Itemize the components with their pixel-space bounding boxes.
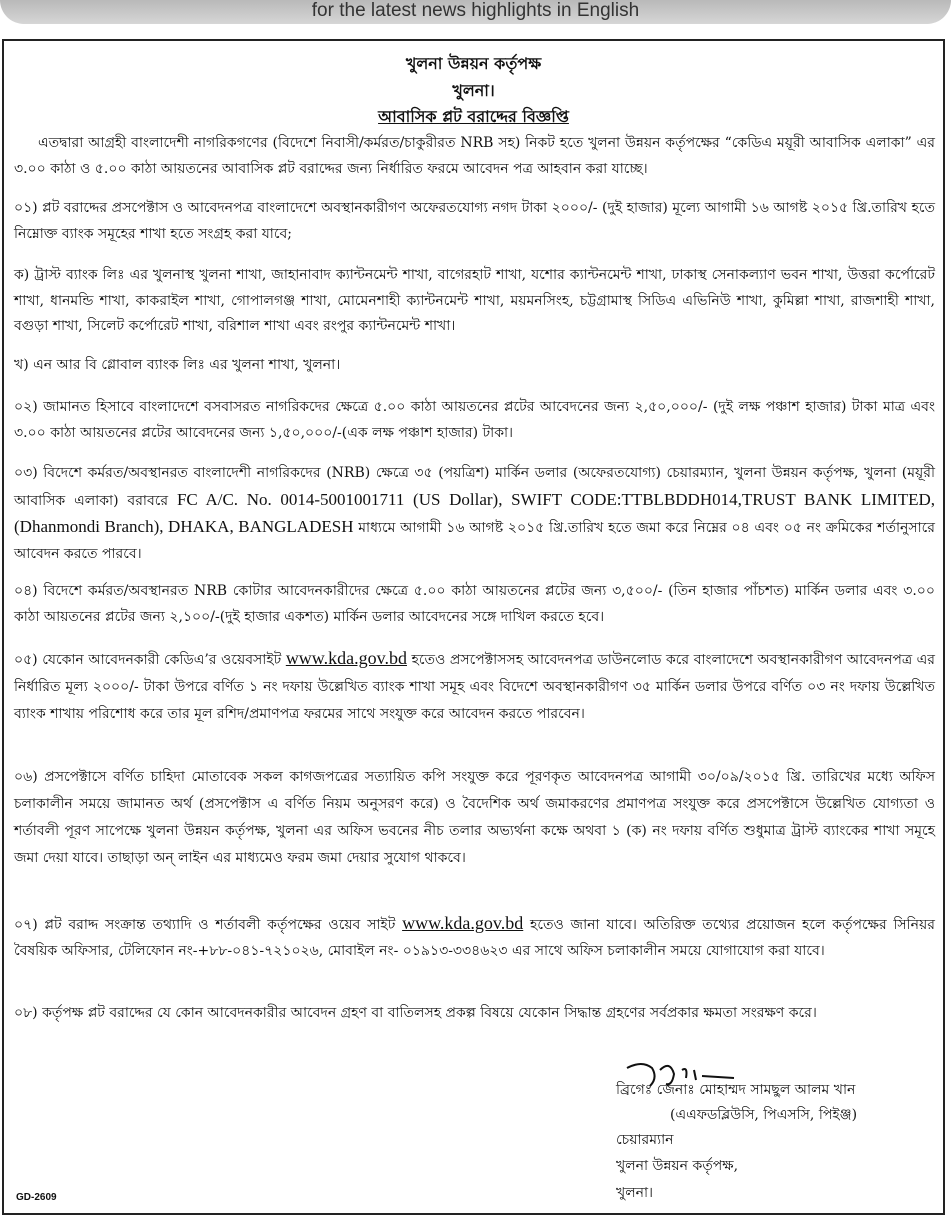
clause-03 bbox=[14, 461, 935, 567]
signatory-city: খুলনা। bbox=[616, 1185, 654, 1201]
clause-07 bbox=[14, 911, 935, 964]
clause-08: ০৮) কর্তৃপক্ষ প্লট বরাদ্দের যে কোন আবেদনকারীর আবেদন গ্রহণ বা বাতিলসহ প্রকল্প বিষয়ে যেকোন সিদ্ধান্ত গ্রহণের সর্বপ্রকার ক্ষমতা সংরক্ষণ করে। bbox=[14, 1005, 817, 1021]
clause-01-kha: খ) এন আর বি গ্লোবাল ব্যাংক লিঃ এর খুলনা শাখা, খুলনা। bbox=[14, 357, 341, 373]
clause-02: ০২) জামানত হিসাবে বাংলাদেশে বসবাসরত নাগরিকদের ক্ষেত্রে ৫.০০ কাঠা আয়তনের প্লটের আবেদনের জন্য ২,৫০,০০০/- (দুই লক্ষ পঞ্চাশ হাজার) টাকা মাত্র এবং ৩.০০ কাঠা আয়তনের প্লটের আবেদনের জন্য ১,৫০,০০০/-(এক লক্ষ পঞ্চাশ হাজার) টাকা। bbox=[14, 399, 935, 441]
signatory-name: ব্রিগেঃ জেনাঃ মোহাম্মদ সামছুল আলম খান bbox=[616, 1082, 856, 1098]
clause-03-account: FC A/C. No. 0014-5001001711 (US Dollar), SWIFT CODE:TTBLBDDH014,TRUST BANK LIMITED, (Dhanmondi Branch), DHAKA, BANGLADESH bbox=[14, 489, 935, 536]
clause-01: ০১) প্লট বরাদ্দের প্রসপেক্টাস ও আবেদনপত্র বাংলাদেশে অবস্থানকারীগণ অফেরতযোগ্য নগদ টাকা ২০০০/- (দুই হাজার) মূল্যে আগামী ১৬ আগষ্ট ২০১৫ খ্রি.তারিখ হতে নিম্নোক্ত ব্যাংক সমূহের শাখা হতে সংগ্রহ করা যাবে; bbox=[14, 200, 935, 242]
org-name: খুলনা উন্নয়ন কর্তৃপক্ষ bbox=[405, 54, 542, 73]
signatory-designation: চেয়ারম্যান bbox=[616, 1132, 674, 1148]
news-banner bbox=[0, 0, 951, 24]
clause-04: ০৪) বিদেশে কর্মরত/অবস্থানরত NRB কোটার আবেদনকারীদের ক্ষেত্রে ৫.০০ কাঠা আয়তনের প্লটের জন্য ৩,৫০০/- (তিন হাজার পাঁচশত) মার্কিন ডলার এবং ৩.০০ কাঠা আয়তনের প্লটের জন্য ২,১০০/-(দুই হাজার একশত) মার্কিন ডলার আবেদনের সঙ্গে দাখিল করতে হবে। bbox=[14, 583, 935, 625]
kda-website-link-2[interactable]: www.kda.gov.bd bbox=[402, 913, 524, 933]
kda-website-link[interactable]: www.kda.gov.bd bbox=[285, 648, 407, 668]
clause-07-text-a: ০৭) প্লট বরাদ্দ সংক্রান্ত তথ্যাদি ও শর্তাবলী কর্তৃপক্ষের ওয়েব সাইট bbox=[14, 917, 396, 933]
gd-code: GD-2609 bbox=[16, 1192, 57, 1203]
clause-01-ka: ক) ট্রাস্ট ব্যাংক লিঃ এর খুলনাস্থ খুলনা শাখা, জাহানাবাদ ক্যান্টনমেন্ট শাখা, বাগেরহাট শাখা, যশোর ক্যান্টনমেন্ট শাখা, ঢাকাস্থ সেনাকল্যাণ ভবন শাখা, উত্তরা কর্পোরেট শাখা, ধানমন্ডি শাখা, কাকরাইল শাখা, গোপালগঞ্জ শাখা, মোমেনশাহী ক্যান্টনমেন্ট শাখা, ময়মনসিংহ, চট্টগ্রামাস্থ সিডিএ এভিনিউ শাখা, কুমিল্লা শাখা, রাজশাহী শাখা, বগুড়া শাখা, সিলেট কর্পোরেট শাখা, বরিশাল শাখা এবং রংপুর ক্যান্টনমেন্ট শাখা। bbox=[14, 267, 935, 334]
clause-05 bbox=[14, 645, 935, 728]
intro-paragraph: এতদ্বারা আগ্রহী বাংলাদেশী নাগরিকগণের (বিদেশে নিবাসী/কর্মরত/চাকুরীরত NRB সহ) নিকট হতে খুলনা উন্নয়ন কর্তৃপক্ষের “কেডিএ ময়ূরী আবাসিক এলাকা” এর ৩.০০ কাঠা ও ৫.০০ কাঠা আয়তনের আবাসিক প্লট বরাদ্দের জন্য নির্ধারিত ফরমে আবেদন পত্র আহবান করা যাচ্ছে। bbox=[14, 135, 935, 177]
clause-07-text-b: হতেও জানা যাবে। অতিরিক্ত তথ্যের প্রয়োজন হলে কর্তৃপক্ষের সিনিয়র বৈষয়িক অফিসার, টেলিফোন নং-+৮৮-০৪১-৭২১০২৬, মোবাইল নং- ০১৯১৩-৩৩৪৬২৩ এর সাথে অফিস চলাকালীন সময়ে যোগাযোগ করা যাবে। bbox=[14, 917, 935, 959]
clause-03-text-b: মাধ্যমে আগামী ১৬ আগষ্ট ২০১৫ খ্রি.তারিখ হতে জমা করে নিম্নের ০৪ এবং ০৫ নং ক্রমিকের শর্তানুসারে আবেদন করতে পারবে। bbox=[14, 520, 936, 562]
banner-text: for the latest news highlights in English bbox=[311, 0, 640, 21]
clause-05-text-a: ০৫) যেকোন আবেদনকারী কেডিএ’র ওয়েবসাইট bbox=[14, 652, 282, 668]
notice-title: আবাসিক প্লট বরাদ্দের বিজ্ঞপ্তি bbox=[378, 107, 569, 126]
signatory-org: খুলনা উন্নয়ন কর্তৃপক্ষ, bbox=[616, 1158, 739, 1174]
clause-05-text-b: হতেও প্রসপেক্টাসসহ আবেদনপত্র ডাউনলোড করে বাংলাদেশে অবস্থানকারীগণ আবেদনপত্র এর নির্ধারিত মূল্য ২০০০/- টাকা উপরে বর্ণিত ১ নং দফায় উল্লেখিত ব্যাংক শাখা সমূহ এবং বিদেশে অবস্থানকারীগণ ৩৫ মার্কিন ডলার উপরে বর্ণিত ০৩ নং দফায় উল্লেখিত ব্যাংক শাখায় পরিশোধ করে তার মূল রশিদ/প্রমাণপত্র ফরমের সাথে সংযুক্ত করে আবেদন করতে পারবেন। bbox=[14, 652, 936, 722]
clause-06: ০৬) প্রসপেক্টাসে বর্ণিত চাহিদা মোতাবেক সকল কাগজপত্রের সত্যায়িত কপি সংযুক্ত করে পূরণকৃত আবেদনপত্র আগামী ৩০/০৯/২০১৫ খ্রি. তারিখের মধ্যে অফিস চলাকালীন সময়ে জামানত অর্থ (প্রসপেক্টাস এ বর্ণিত নিয়ম অনুসরণ করে) ও বৈদেশিক অর্থ জমাকরণের প্রমাণপত্র সংযুক্ত করে প্রসপেক্টাসে উল্লেখিত যোগ্যতা ও শর্তাবলী পূরণ সাপেক্ষে খুলনা উন্নয়ন কর্তৃপক্ষ, খুলনা এর অফিস ভবনের নীচ তলার অভ্যর্থনা কক্ষে অথবা ১ (ক) নং দফায় বর্ণিত শুধুমাত্র ট্রাস্ট ব্যাংকের শাখা সমূহে জমা দেয়া যাবে। তাছাড়া অন্ লাইন এর মাধ্যমেও ফরম জমা দেয়ার সুযোগ থাকবে। bbox=[14, 769, 935, 866]
signatory-credentials: (এএফডব্লিউসি, পিএসসি, পিইঞ্জ) bbox=[670, 1107, 858, 1123]
clause-03-text-a: ০৩) বিদেশে কর্মরত/অবস্থানরত বাংলাদেশী নাগরিকদের (NRB) ক্ষেত্রে ৩৫ (পয়ত্রিশ) মার্কিন ডলার (অফেরতযোগ্য) চেয়ারম্যান, খুলনা উন্নয়ন কর্তৃপক্ষ, খুলনা (ময়ূরী আবাসিক এলাকা) বরাবরে bbox=[14, 465, 935, 509]
org-city: খুলনা। bbox=[452, 81, 495, 100]
notice-frame bbox=[2, 39, 945, 1215]
